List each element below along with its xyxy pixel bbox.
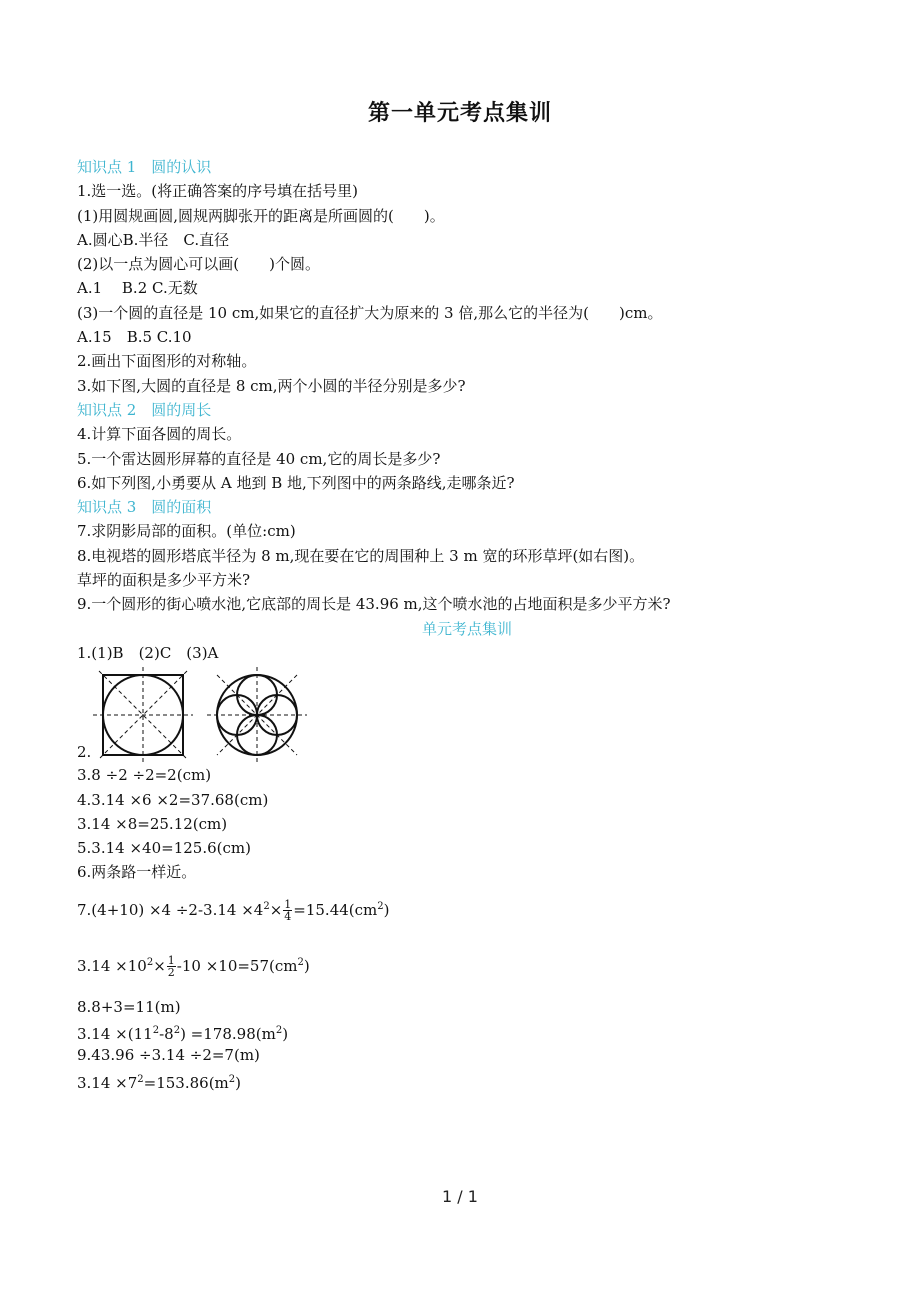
answer-4-line-2: 3.14 ×8=25.12(cm)	[77, 814, 228, 833]
question-line: 1.选一选。(将正确答案的序号填在括号里)	[77, 182, 359, 201]
question-line: 2.画出下面图形的对称轴。	[77, 352, 257, 371]
document-body	[77, 155, 857, 1092]
question-line: 7.求阴影局部的面积。(单位:cm)	[77, 522, 296, 541]
square-circle-axes-figure	[93, 667, 193, 763]
answer-7: $7.(4+10) \times 4 \div 2-3.14 \times 4^2\times$ $\frac{1}{4}$ $=15.44(cm^2)$	[77, 898, 390, 924]
knowledge-point-heading: 知识点 2 圆的周长	[77, 400, 212, 419]
question-line: 8.电视塔的圆形塔底半径为 8 m,现在要在它的周围种上 3 m 宽的环形草坪(如右图)。	[77, 546, 645, 565]
answer-6: 6.两条路一样近。	[77, 863, 197, 882]
answer-9-line-2: $3.14 \times 7^2=153.86(m^2)$	[77, 1073, 242, 1092]
question-line: 4.计算下面各圆的周长。	[77, 425, 242, 444]
question-line: A.15 B.5 C.10	[77, 328, 192, 347]
page-title: 第一单元考点集训	[367, 100, 552, 126]
question-line: (3)一个圆的直径是 10 cm,如果它的直径扩大为原来的 3 倍,那么它的半径为( )cm。	[77, 303, 663, 322]
answer-1: 1.(1)B (2)C (3)A	[77, 643, 219, 662]
answers-heading: 单元考点集训	[421, 619, 512, 638]
answer-4: 4.3.14 ×6 ×2=37.68(cm)	[77, 790, 269, 809]
question-line: 6.如下列图,小勇要从 A 地到 B 地,下列图中的两条路线,走哪条近?	[77, 473, 515, 492]
question-line: (1)用圆规画圆,圆规两脚张开的距离是所画圆的( )。	[77, 206, 445, 225]
answer-8-line-2: $3.14 \times(11^2-8^2) =178.98(m^2)$	[77, 1025, 289, 1044]
question-line: 9.一个圆形的街心喷水池,它底部的周长是 43.96 m,这个喷水池的占地面积是多少平方米?	[77, 595, 671, 614]
answer-7-line-2: $3.14 \times 10^2\times$ $\frac{1}{2}$ $-10 \times 10=57(cm^2)$	[77, 954, 310, 980]
answer-2-figures	[77, 665, 857, 763]
answer-2-label: 2.	[77, 743, 92, 762]
question-line: 3.如下图,大圆的直径是 8 cm,两个小圆的半径分别是多少?	[77, 376, 466, 395]
answer-8: 8.8+3=11(m)	[77, 997, 181, 1016]
answer-9: 9.43.96 ÷3.14 ÷2=7(m)	[77, 1046, 260, 1065]
question-line: A.圆心B.半径 C.直径	[77, 230, 230, 249]
question-line: 5.一个雷达圆形屏幕的直径是 40 cm,它的周长是多少?	[77, 449, 441, 468]
question-line: A.1 B.2 C.无数	[77, 279, 198, 298]
question-list	[77, 155, 857, 617]
fraction-one-quarter: $\frac{1}{4}$	[284, 898, 292, 924]
fraction-one-half: $\frac{1}{2}$	[167, 954, 175, 980]
knowledge-point-heading: 知识点 1 圆的认识	[77, 158, 212, 176]
page-number: 1 / 1	[442, 1187, 478, 1206]
knowledge-point-heading: 知识点 3 圆的面积	[77, 498, 212, 517]
flower-circle-axes-figure	[205, 667, 309, 763]
question-line: (2)以一点为圆心可以画( )个圆。	[77, 255, 320, 274]
question-line: 草坪的面积是多少平方米?	[77, 571, 251, 590]
answer-3: 3.8 ÷2 ÷2=2(cm)	[77, 766, 212, 785]
answer-5: 5.3.14 ×40=125.6(cm)	[77, 839, 251, 858]
